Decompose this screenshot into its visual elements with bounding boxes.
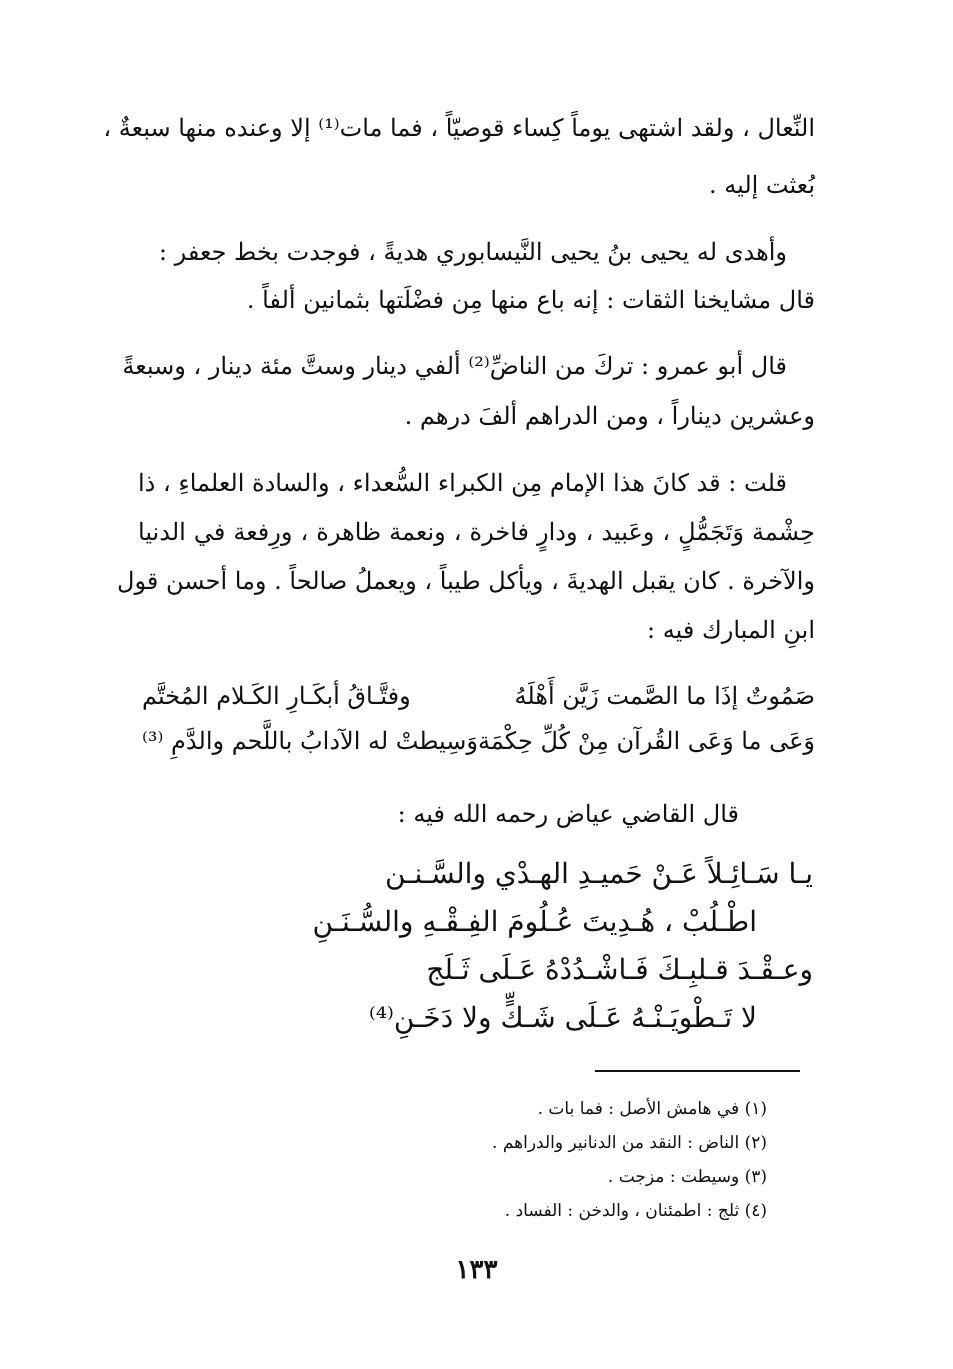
page-number: ١٣٣ (455, 1255, 498, 1285)
poem-2-line-2: اطْـلُبْ ، هُـدِيتَ عُـلُومَ الفِـقْـهِ والسُّـنَـنِ (312, 905, 757, 938)
paragraph-1-line-2: بُعثت إليه . (708, 171, 815, 199)
paragraph-3-line-2: وعشرين ديناراً ، ومن الدراهم ألفَ درهم . (404, 402, 815, 430)
poem-1-verse-1-second: وفتَّـاقُ أبكَـارِ الكَـلام المُختَّم (142, 682, 411, 710)
footnote-1: (١) في هامش الأصل : فما بات . (537, 1099, 767, 1119)
paragraph-4-line-3: والآخرة . كان يقبل الهديةَ ، ويأكل طيباً ، ويعملُ صالحاً . وما أحسن قول (117, 567, 815, 595)
paragraph-4-line-1: قلت : قد كانَ هذا الإمام مِن الكبراء السُّعداء ، والسادة العلماءِ ، ذا (138, 469, 787, 497)
poem-1-verse-2-first: وَعَى ما وَعَى القُرآن مِنْ كُلِّ حِكْمَة (478, 727, 815, 755)
poem-2-intro: قال القاضي عياض رحمه الله فيه : (397, 800, 739, 828)
paragraph-3-line-1: قال أبو عمرو : تركَ من الناضِّ⁽²⁾ ألفي دينار وستَّ مئة دينار ، وسبعةً (122, 352, 787, 380)
poem-2-line-3: وعـقْـدَ قـلبِـكَ فَـاشْـدُدْهُ عَـلَى ثَـلَج (426, 953, 813, 986)
paragraph-2-line-1: وأهدى له يحيى بنُ يحيى النَّيسابوري هديةً ، فوجدت بخط جعفر : (158, 238, 787, 266)
footnote-2: (٢) الناض : النقد من الدنانير والدراهم . (492, 1133, 767, 1153)
footnote-3: (٣) وسيطت : مزجت . (607, 1167, 767, 1187)
paragraph-1-line-1: النِّعال ، ولقد اشتهى يوماً كِساء قوصيّاً ، فما مات⁽¹⁾ إلا وعنده منها سبعةٌ ، (103, 114, 815, 142)
paragraph-4-line-4: ابنِ المبارك فيه : (647, 616, 815, 644)
footnote-separator (595, 1070, 800, 1072)
paragraph-2-line-2: قال مشايخنا الثقات : إنه باع منها مِن فضْلَتها بثمانين ألفاً . (246, 286, 815, 314)
poem-2-line-1: يـا سَـائِـلاً عَـنْ حَميـدِ الهـدْي والسَّـنـن (384, 857, 813, 890)
paragraph-4-line-2: حِشْمة وَتَجَمُّلٍ ، وعَبيد ، ودارٍ فاخرة ، ونعمة ظاهرة ، ورِفعة في الدنيا (138, 518, 815, 546)
poem-2-line-4: لا تَـطْويَـنْـهُ عَـلَى شَـكٍّ ولا دَخَـنِ⁽⁴⁾ (368, 1001, 757, 1034)
poem-1-verse-2-second: وَسِيطتْ له الآدابُ باللَّحم والدَّمِ ⁽³⁾ (142, 727, 478, 755)
footnote-4: (٤) ثلج : اطمئنان ، والدخن : الفساد . (504, 1201, 767, 1221)
poem-1-verse-1-first: صَمُوتٌ إذَا ما الصَّمت زَيَّن أَهْلَهُ (514, 682, 815, 710)
